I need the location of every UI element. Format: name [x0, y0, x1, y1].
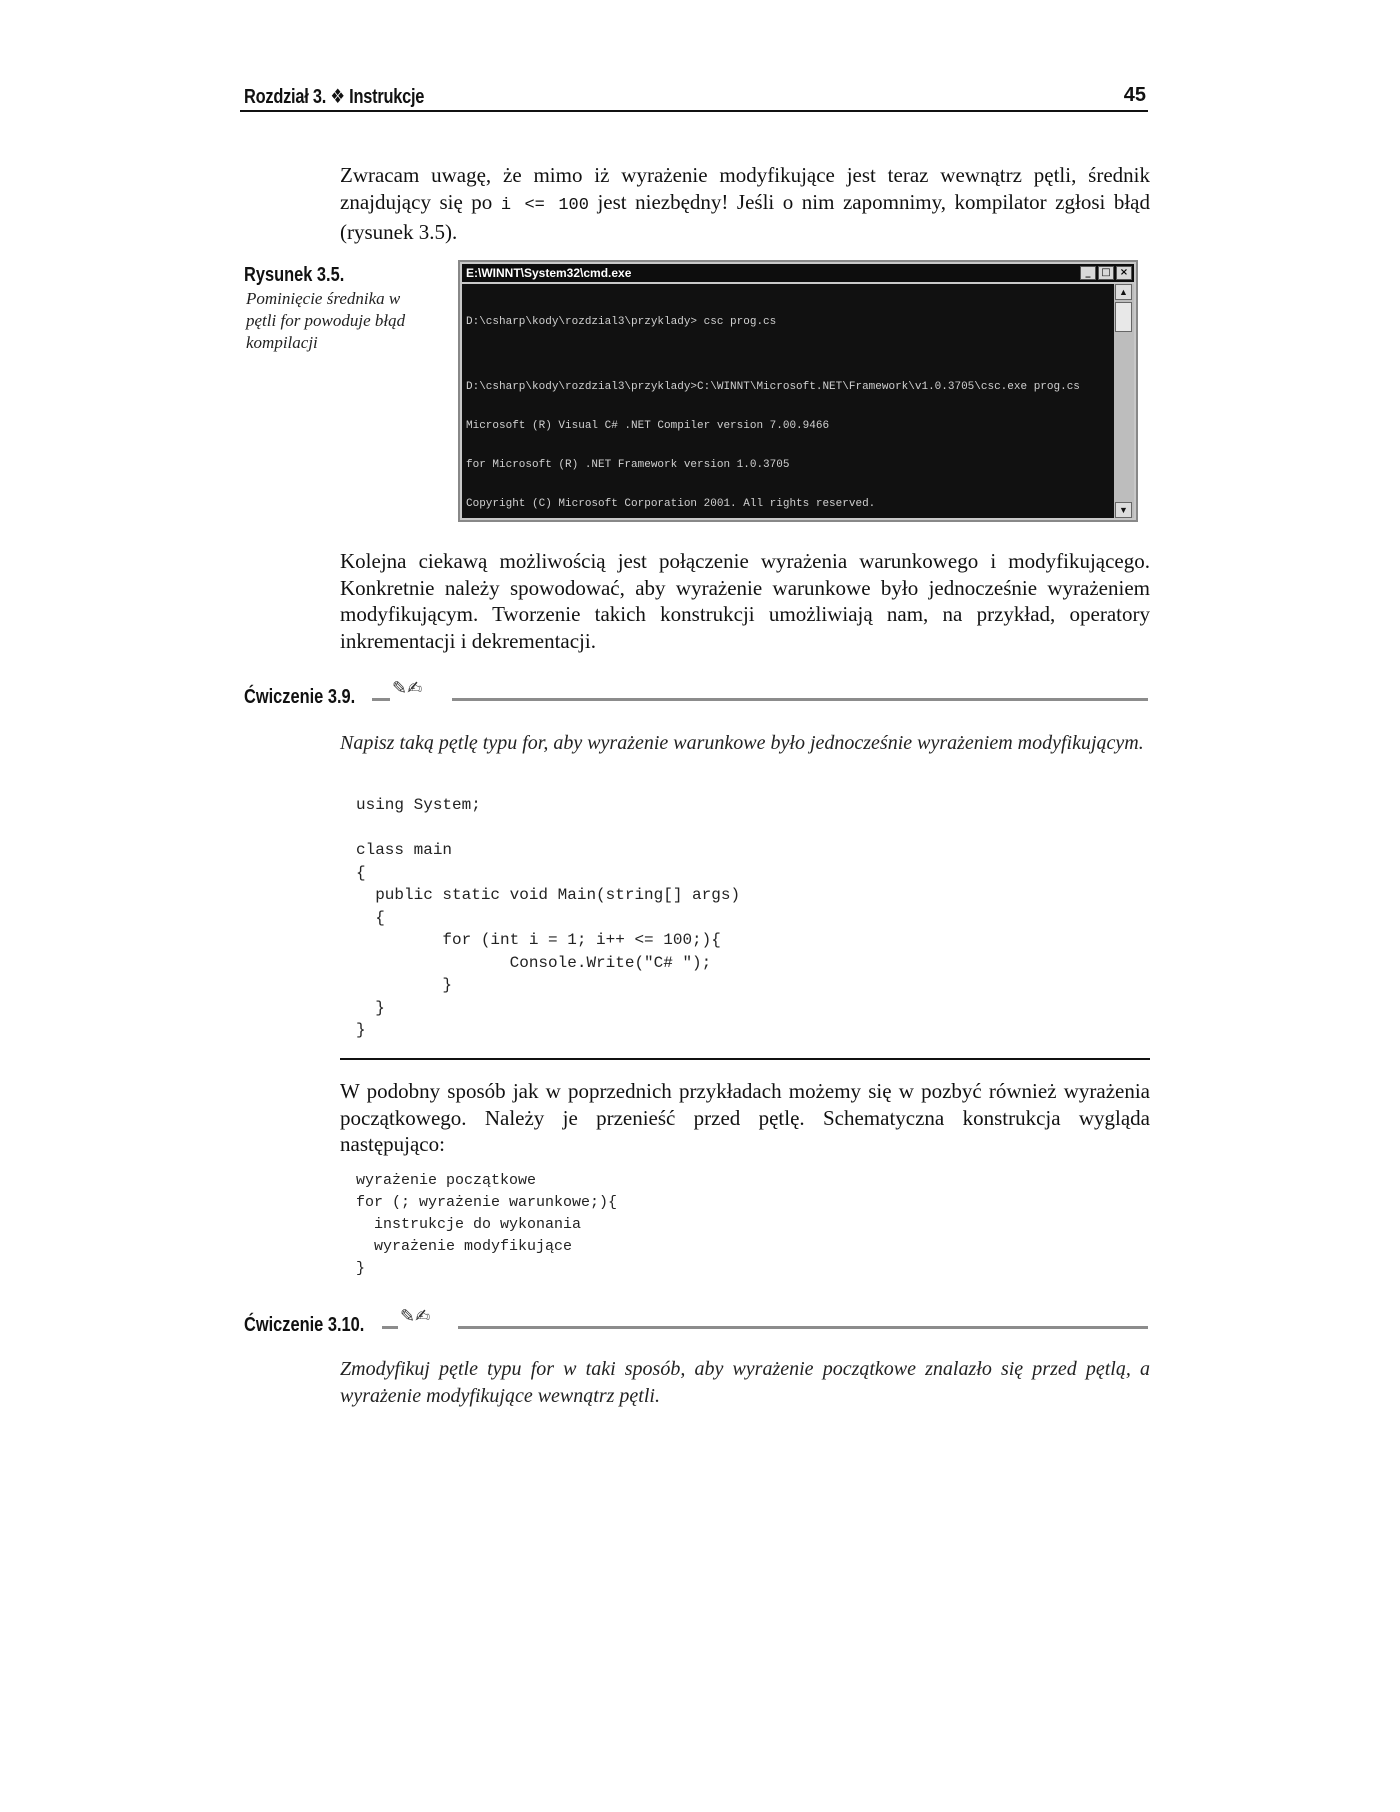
console-window: [458, 260, 1138, 522]
paragraph-1-text-a: Zwracam uwagę, że mimo iż wyrażenie modyfikujące jest teraz wewnątrz pętli, średnik znajdujący się po: [340, 163, 1150, 214]
figure-caption: Pominięcie średnika w pętli for powoduje błąd kompilacji: [246, 289, 406, 352]
window-controls: [1080, 266, 1132, 280]
exercise-label: Ćwiczenie 3.10.: [244, 1314, 365, 1336]
chapter-label: Rozdział 3.: [244, 86, 327, 108]
code-listing: using System; class main { public static void Main(string[] args) { for (int i = 1; i++ <= 100;){ Console.Write("C# "); } } }: [356, 796, 741, 1039]
exercise-rule: [452, 698, 1148, 701]
console-line: D:\csharp\kody\rozdzial3\przyklady>C:\WINNT\Microsoft.NET\Framework\v1.0.3705\csc.exe prog.cs: [466, 381, 1080, 393]
exercise-task: Napisz taką pętlę typu for, aby wyrażenie warunkowe było jednocześnie wyrażeniem modyfikującym.: [340, 732, 1144, 754]
console-line: Microsoft (R) Visual C# .NET Compiler version 7.00.9466: [466, 420, 830, 432]
exercise-rule-left: [372, 698, 390, 701]
paragraph-1-text-b: jest niezbędny! Jeśli o nim zapomnimy, kompilator zgłosi błąd (rysunek 3.5).: [340, 189, 1150, 244]
scroll-up-icon[interactable]: ▲: [1115, 284, 1132, 300]
paragraph-2: Kolejna ciekawą możliwością jest połączenie wyrażenia warunkowego i modyfikującego. Konkretnie należy spowodować, aby wyrażenie warunkowe było jednocześnie wyrażeniem modyfikującym. Tworzenie takich konstrukcji umożliwiają nam, na przykład, operatory inkrementacji i dekrementacji.: [340, 549, 1150, 653]
exercise-rule-left: [382, 1326, 398, 1329]
minimize-icon[interactable]: _: [1080, 266, 1096, 280]
console-line: Copyright (C) Microsoft Corporation 2001. All rights reserved.: [466, 498, 876, 510]
console-line: D:\csharp\kody\rozdzial3\przyklady> csc prog.cs: [466, 316, 777, 328]
close-icon[interactable]: ×: [1116, 266, 1132, 280]
section-label: Instrukcje: [349, 86, 425, 108]
exercise-label: Ćwiczenie 3.9.: [244, 686, 356, 708]
schema-code: wyrażenie początkowe for (; wyrażenie warunkowe;){ instrukcje do wykonania wyrażenie modyfikujące }: [356, 1172, 618, 1277]
running-header: [244, 84, 424, 109]
console-line: for Microsoft (R) .NET Framework version 1.0.3705: [466, 459, 790, 471]
code-rule: [340, 1058, 1150, 1060]
console-output: [462, 284, 1114, 518]
pencil-icon: ✎✍: [400, 1306, 431, 1327]
exercise-rule: [458, 1326, 1148, 1329]
header-rule: [240, 110, 1148, 112]
paragraph-1: [340, 162, 1150, 246]
figure-label: Rysunek 3.5.: [244, 264, 345, 286]
separator-icon: ❖: [330, 86, 345, 108]
console-title: E:\WINNT\System32\cmd.exe: [466, 266, 632, 280]
maximize-icon[interactable]: □: [1098, 266, 1114, 280]
paragraph-3: W podobny sposób jak w poprzednich przykładach możemy się w pozbyć również wyrażenia początkowego. Należy je przenieść przed pętlę. Schematyczna konstrukcja wygląda następująco:: [340, 1079, 1150, 1156]
scroll-down-icon[interactable]: ▼: [1115, 502, 1132, 518]
scroll-thumb[interactable]: [1115, 302, 1132, 332]
pencil-icon: ✎✍: [392, 678, 423, 699]
page-number: 45: [1123, 84, 1146, 106]
inline-code: i <= 100: [500, 195, 589, 215]
console-scrollbar[interactable]: [1114, 284, 1134, 518]
console-titlebar: [462, 264, 1134, 282]
exercise-task: Zmodyfikuj pętle typu for w taki sposób, aby wyrażenie początkowe znalazło się przed pętlą, a wyrażenie modyfikujące wewnątrz pętli.: [340, 1358, 1150, 1407]
